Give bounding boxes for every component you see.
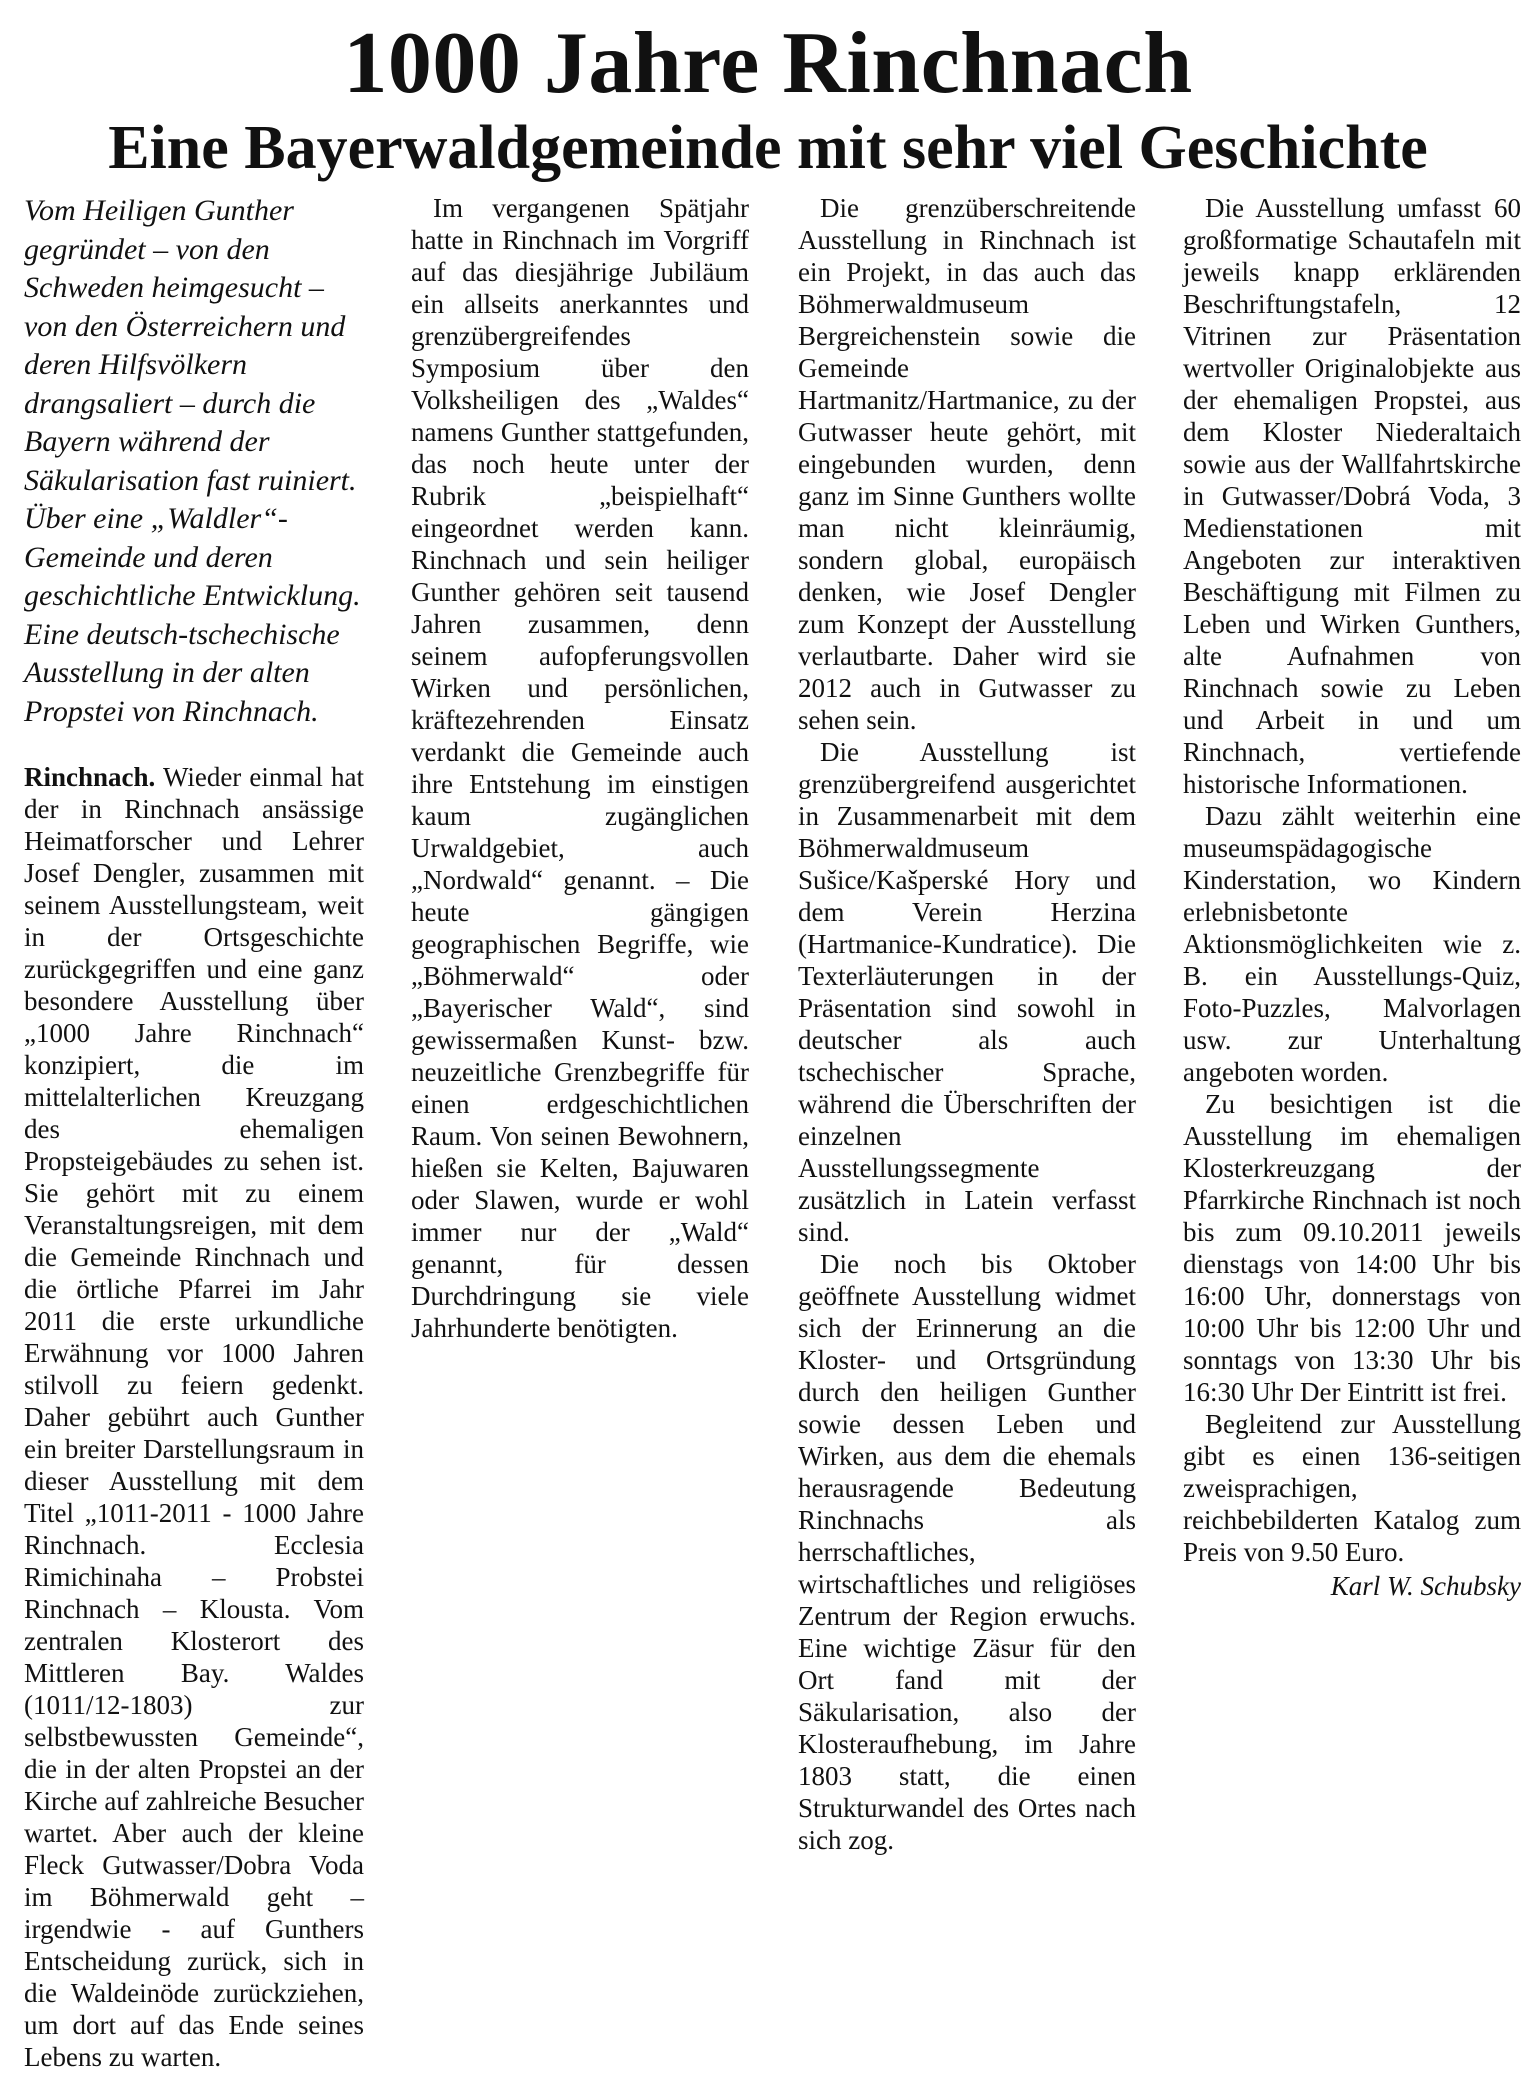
lead-paragraph: Vom Heiligen Gunther gegründet – von den Schweden heimgesucht – von den Österreichern und deren Hilfsvölkern drangsaliert – durch die Bayern während der Säkularisation fast ruiniert. Über eine „Waldler“-Gemeinde und deren geschichtliche Entwicklung. Eine deutsch-tschechische Ausstellung in der alten Propstei von Rinchnach. [24, 194, 361, 728]
article-column-3 [798, 192, 1136, 1855]
headline: 1000 Jahre Rinchnach [343, 15, 1193, 112]
author-byline: Karl W. Schubsky [1330, 1571, 1521, 1601]
article-column-2 [411, 192, 749, 1742]
body-paragraph-5: Die noch bis Oktober geöffnete Ausstellung widmet sich der Erinnerung an die Kloster- und Ortsgründung durch den heiligen Gunther sowie dessen Leben und Wirken, aus dem die ehemals herausragende Bedeutung Rinchnachs als herrschaftliches, wirtschaftliches und religiöses Zentrum der Region erwuchs. Eine wichtige Zäsur für den Ort fand mit der Säkularisation, also der Klosteraufhebung, im Jahre 1803 statt, die einen Strukturwandel des Ortes nach sich zog. [798, 1249, 1136, 1855]
body-paragraph-9: Begleitend zur Ausstellung gibt es einen 136-seitigen zweisprachigen, reichbebilderten Katalog zum Preis von 9.50 Euro. [1183, 1409, 1521, 1567]
subheadline: Eine Bayerwaldgemeinde mit sehr viel Geschichte [108, 114, 1428, 182]
dateline: Rinchnach. [24, 762, 156, 792]
body-paragraph-2: Im vergangenen Spätjahr hatte in Rinchnach im Vorgriff auf das diesjährige Jubiläum ein allseits anerkanntes und grenzübergreifendes Symposium über den Volksheiligen des „Waldes“ namens Gunther stattgefunden, das noch heute unter der Rubrik „beispielhaft“ eingeordnet werden kann. Rinchnach und sein heiliger Gunther gehören seit tausend Jahren zusammen, denn seinem aufopferungsvollen Wirken und persönlichen, kräftezehrenden Einsatz verdankt die Gemeinde auch ihre Entstehung im einstigen kaum zugänglichen Urwaldgebiet, auch „Nordwald“ genannt. – Die heute gängigen geographischen Begriffe, wie „Böhmerwald“ oder „Bayerischer Wald“, sind gewissermaßen Kunst- bzw. neuzeitliche Grenzbegriffe für einen erdgeschichtlichen Raum. Von seinen Bewohnern, hießen sie Kelten, Bajuwaren oder Slawen, wurde er wohl immer nur der „Wald“ genannt, für dessen Durchdringung sie viele Jahrhunderte benötigten. [411, 193, 749, 1343]
body-paragraph-4: Die Ausstellung ist grenzübergreifend ausgerichtet in Zusammenarbeit mit dem Böhmerwaldmuseum Sušice/Kašperské Hory und dem Verein Herzina (Hartmanice-Kundratice). Die Texterläuterungen in der Präsentation sind sowohl in deutscher als auch tschechischer Sprache, während die Überschriften der einzelnen Ausstellungssegmente zusätzlich in Latein verfasst sind. [798, 737, 1136, 1247]
article-column-4 [1183, 192, 1521, 1742]
body-paragraph-3: Die grenzüberschreitende Ausstellung in Rinchnach ist ein Projekt, in das auch das Böhmerwaldmuseum Bergreichenstein sowie die Gemeinde Hartmanitz/Hartmanice, zu der Gutwasser heute gehört, mit eingebunden wurden, denn ganz im Sinne Gunthers wollte man nicht kleinräumig, sondern global, europäisch denken, wie Josef Dengler zum Konzept der Ausstellung verlautbarte. Daher wird sie 2012 auch in Gutwasser zu sehen sein. [798, 193, 1136, 735]
body-paragraph-8: Zu besichtigen ist die Ausstellung im ehemaligen Klosterkreuzgang der Pfarrkirche Rinchnach ist noch bis zum 09.10.2011 jeweils dienstags von 14:00 Uhr bis 16:00 Uhr, donnerstags von 10:00 Uhr bis 12:00 Uhr und sonntags von 13:30 Uhr bis 16:30 Uhr Der Eintritt ist frei. [1183, 1089, 1521, 1407]
article-column-1 [24, 192, 364, 2072]
body-paragraph-1 [24, 761, 364, 2073]
body-paragraph-7: Dazu zählt weiterhin eine museumspädagogische Kinderstation, wo Kindern erlebnisbetonte Aktionsmöglichkeiten wie z. B. ein Ausstellungs-Quiz, Foto-Puzzles, Malvorlagen usw. zur Unterhaltung angeboten worden. [1183, 801, 1521, 1087]
body-paragraph-6: Die Ausstellung umfasst 60 großformatige Schautafeln mit jeweils knapp erklärenden Beschriftungstafeln, 12 Vitrinen zur Präsentation wertvoller Originalobjekte aus der ehemaligen Propstei, aus dem Kloster Niederaltaich sowie aus der Wallfahrtskirche in Gutwasser/Dobrá Voda, 3 Medienstationen mit Angeboten zur interaktiven Beschäftigung mit Filmen zu Leben und Wirken Gunthers, alte Aufnahmen von Rinchnach sowie zu Leben und Arbeit in und um Rinchnach, vertiefende historische Informationen. [1183, 193, 1521, 799]
body-paragraph-1-text: Wieder einmal hat der in Rinchnach ansässige Heimatforscher und Lehrer Josef Dengler, zusammen mit seinem Ausstellungsteam, weit in der Ortsgeschichte zurückgegriffen und eine ganz besondere Ausstellung über „1000 Jahre Rinchnach“ konzipiert, die im mittelalterlichen Kreuzgang des ehemaligen Propsteigebäudes zu sehen ist. Sie gehört mit zu einem Veranstaltungsreigen, mit dem die Gemeinde Rinchnach und die örtliche Pfarrei im Jahr 2011 die erste urkundliche Erwähnung vor 1000 Jahren stilvoll zu feiern gedenkt. Daher gebührt auch Gunther ein breiter Darstellungsraum in dieser Ausstellung mit dem Titel „1011-2011 - 1000 Jahre Rinchnach. Ecclesia Rimichinaha – Probstei Rinchnach – Klousta. Vom zentralen Klosterort des Mittleren Bay. Waldes (1011/12-1803) zur selbstbewussten Gemeinde“, die in der alten Propstei an der Kirche auf zahlreiche Besucher wartet. Aber auch der kleine Fleck Gutwasser/Dobra Voda im Böhmerwald geht – irgendwie - auf Gunthers Entscheidung zurück, sich in die Waldeinöde zurückziehen, um dort auf das Ende seines Lebens zu warten. [24, 762, 364, 2072]
